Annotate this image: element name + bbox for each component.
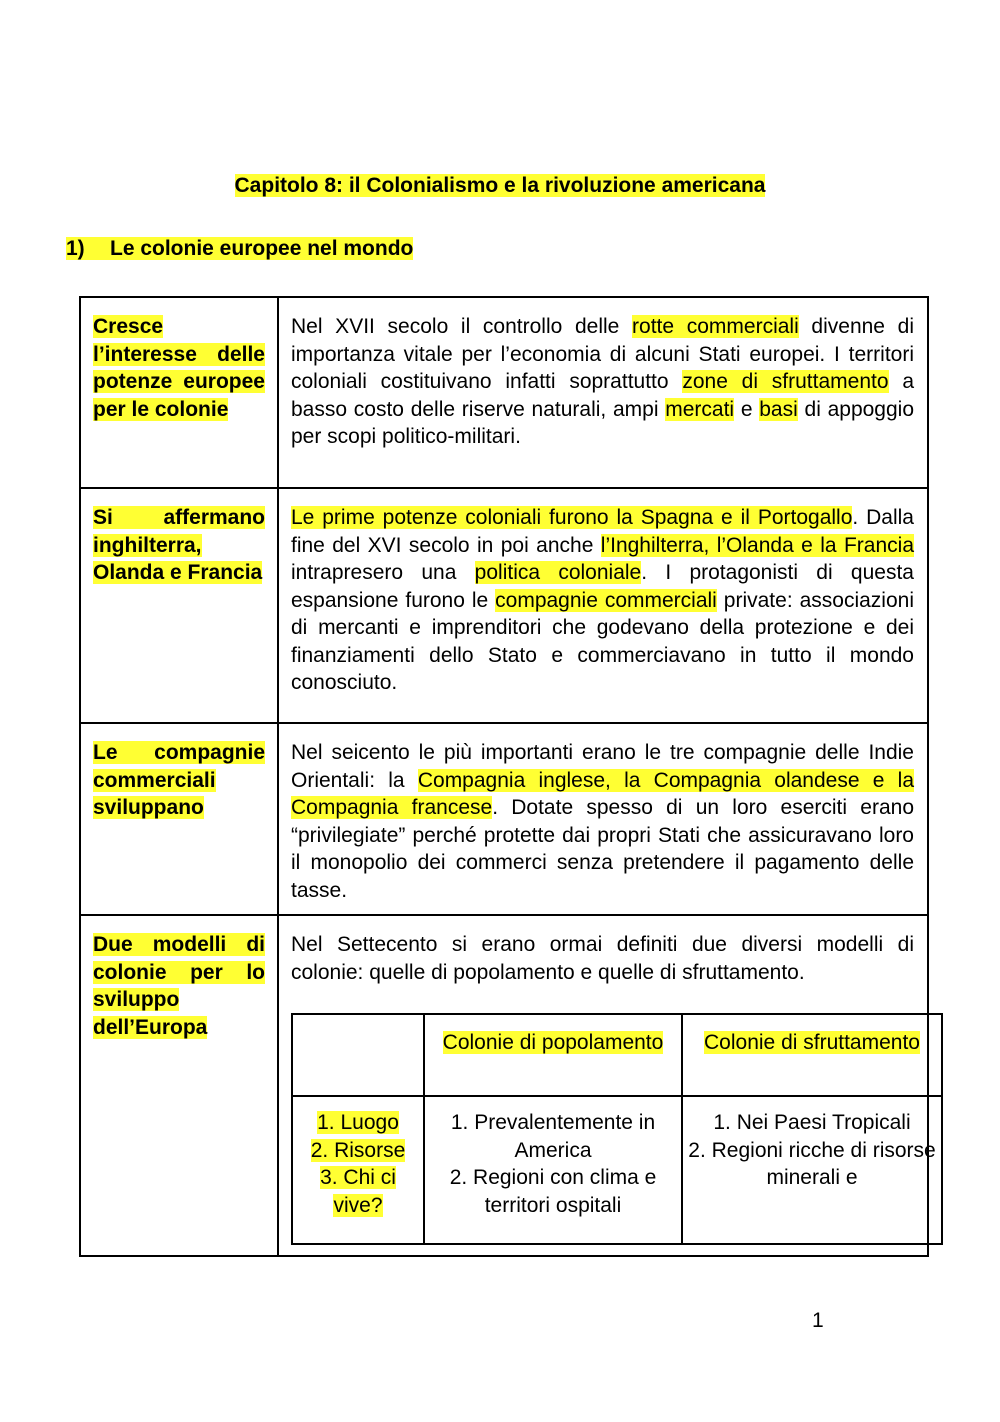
section-number: 1)	[66, 237, 85, 260]
list-item: 1. Prevalentemente in America	[450, 1111, 656, 1162]
row-heading-cell	[80, 723, 278, 915]
highlighted-term: mercati	[665, 397, 735, 421]
list-item: 2. Risorse	[310, 1138, 406, 1162]
comparison-table	[291, 1013, 943, 1245]
page-title	[0, 172, 1000, 200]
row-content-cell	[278, 488, 928, 723]
comparison-column-header: Colonie di popolamento	[424, 1014, 682, 1096]
criteria-list	[295, 1109, 421, 1219]
list-item: 2. Regioni con clima e territori ospitali	[449, 1166, 657, 1217]
list-item: 3. Chi ci vive?	[320, 1166, 396, 1217]
comparison-header-row	[292, 1014, 942, 1096]
highlighted-term: Compagnia inglese, la Compagnia olandese e la Compagnia francese	[291, 768, 914, 819]
row-paragraph: Nel Settecento si erano ormai definiti due diversi modelli di colonie: quelle di popolamento e quelle di sfruttamento.	[291, 933, 914, 984]
table-row	[80, 297, 928, 488]
table-row	[80, 488, 928, 723]
highlighted-term: compagnie commerciali	[495, 588, 717, 612]
criteria-cell	[292, 1096, 424, 1244]
row-content-cell	[278, 297, 928, 488]
list-item: 2. Regioni ricche di risorse minerali e	[688, 1138, 936, 1189]
table-row	[80, 723, 928, 915]
section-heading	[66, 235, 413, 263]
comparison-column-header: Colonie di sfruttamento	[682, 1014, 942, 1096]
row-heading: Due modelli di colonie per lo sviluppo dell’Europa	[93, 933, 265, 1039]
row-heading-cell	[80, 915, 278, 1256]
row-paragraph: Nel XVII secolo il controllo delle rotte commerciali divenne di importanza vitale per l’economia di alcuni Stati europei. I territori coloniali costituivano infatti soprattutto zone di sfruttamento a basso costo delle riserve naturali, ampi mercati e basi di appoggio per scopi politico-militari.	[291, 315, 915, 448]
row-heading-cell	[80, 488, 278, 723]
row-content-cell	[278, 723, 928, 915]
highlighted-term: l’Inghilterra, l’Olanda e la Francia	[600, 533, 914, 557]
highlighted-term: rotte commerciali	[632, 315, 799, 338]
main-table	[79, 296, 936, 1257]
section-title: Le colonie europee nel mondo	[110, 237, 414, 260]
comparison-corner-cell	[292, 1014, 424, 1096]
page-title-text: Capitolo 8: il Colonialismo e la rivoluzione americana	[234, 174, 766, 197]
highlighted-term: basi	[759, 397, 798, 421]
popolamento-list	[427, 1109, 679, 1219]
row-paragraph: Le prime potenze coloniali furono la Spagna e il Portogallo. Dalla fine del XVI secolo in poi anche l’Inghilterra, l’Olanda e la Francia intrapresero una politica coloniale. I protagonisti di questa espansione furono le compagnie commerciali private: associazioni di mercanti e imprenditori che godevano della protezione e dei finanziamenti dello Stato e commerciavano in tutto il mondo conosciuto.	[291, 506, 914, 694]
row-heading: Cresce l’interesse delle potenze europee per le colonie	[93, 315, 265, 421]
list-item: 1. Nei Paesi Tropicali	[713, 1111, 911, 1134]
highlighted-term: politica coloniale	[474, 561, 642, 584]
table-row	[80, 915, 928, 1256]
list-item: 1. Luogo	[317, 1111, 399, 1134]
sfruttamento-cell	[682, 1096, 942, 1244]
row-heading-cell	[80, 297, 278, 488]
row-content-cell	[278, 915, 936, 1256]
row-heading: Le compagnie commerciali sviluppano	[93, 741, 265, 819]
comparison-body-row	[292, 1096, 942, 1244]
row-paragraph: Nel seicento le più importanti erano le tre compagnie delle Indie Orientali: la Compagnia inglese, la Compagnia olandese e la Compagnia francese. Dotate spesso di un loro eserciti erano “privilegiate” perché protette dai propri Stati che assicuravano loro il monopolio dei commerci senza pretendere il pagamento delle tasse.	[291, 741, 914, 902]
row-heading: Si affermano inghilterra, Olanda e Francia	[93, 506, 265, 584]
popolamento-cell	[424, 1096, 682, 1244]
highlighted-term: Le prime potenze coloniali furono la Spagna e il Portogallo	[291, 506, 853, 529]
highlighted-term: zone di sfruttamento	[682, 370, 889, 393]
page-number: 1	[812, 1309, 824, 1332]
sfruttamento-list	[685, 1109, 939, 1192]
